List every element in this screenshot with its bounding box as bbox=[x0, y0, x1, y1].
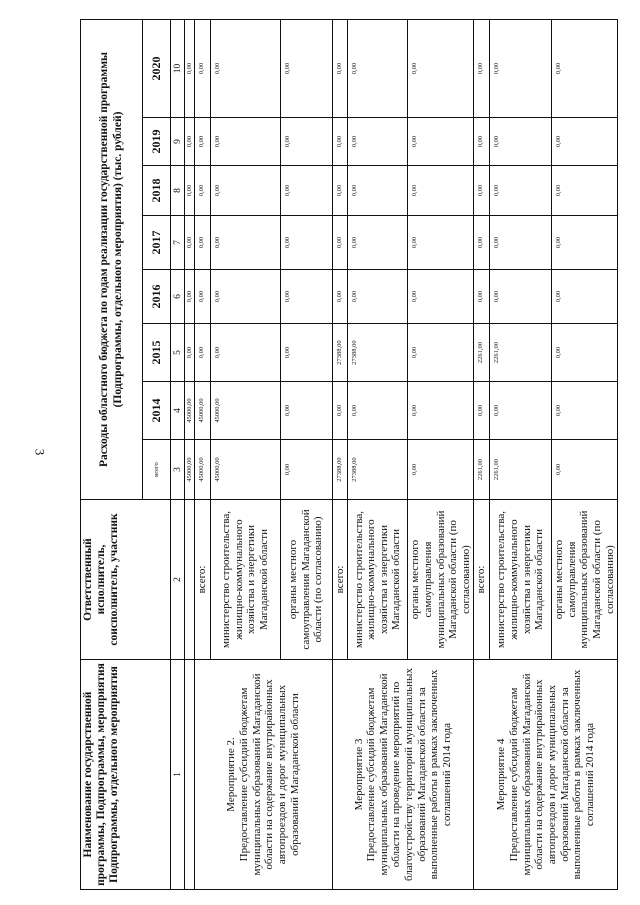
executor-cell: органы местного самоуправления муниципальных образований Магаданской области (по согласованию) bbox=[552, 500, 618, 660]
value-cell: 2261,00 bbox=[474, 440, 490, 500]
value-cell: 0,00 bbox=[185, 216, 195, 270]
header-year: 2018 bbox=[143, 166, 171, 216]
header-year: 2016 bbox=[143, 270, 171, 324]
value-cell: 0,00 bbox=[185, 118, 195, 166]
value-cell: 0,00 bbox=[552, 20, 618, 118]
value-cell: 0,00 bbox=[185, 20, 195, 118]
value-cell: 0,00 bbox=[408, 20, 474, 118]
table-row bbox=[474, 20, 490, 890]
value-cell: 0,00 bbox=[490, 216, 552, 270]
value-cell: 0,00 bbox=[210, 118, 280, 166]
header-year: 2015 bbox=[143, 324, 171, 382]
value-cell: 0,00 bbox=[280, 20, 332, 118]
value-cell: 45000,00 bbox=[195, 440, 211, 500]
column-index: 10 bbox=[171, 20, 185, 118]
value-cell: 2261,00 bbox=[490, 324, 552, 382]
value-cell: 0,00 bbox=[348, 20, 408, 118]
value-cell: 45000,00 bbox=[185, 382, 195, 440]
value-cell: 0,00 bbox=[490, 118, 552, 166]
value-cell: 0,00 bbox=[490, 270, 552, 324]
column-index: 4 bbox=[171, 382, 185, 440]
value-cell: 0,00 bbox=[348, 382, 408, 440]
value-cell: 0,00 bbox=[332, 118, 348, 166]
value-cell: 0,00 bbox=[348, 118, 408, 166]
page-number: 3 bbox=[32, 448, 48, 456]
header-year: 2020 bbox=[143, 20, 171, 118]
value-cell: 0,00 bbox=[185, 324, 195, 382]
column-index: 1 bbox=[171, 660, 185, 890]
value-cell: 0,00 bbox=[474, 118, 490, 166]
header-year: 2019 bbox=[143, 118, 171, 166]
value-cell: 45000,00 bbox=[210, 382, 280, 440]
header-year: 2017 bbox=[143, 216, 171, 270]
value-cell: 27388,00 bbox=[332, 324, 348, 382]
value-cell: 0,00 bbox=[195, 20, 211, 118]
value-cell: 0,00 bbox=[280, 324, 332, 382]
value-cell: 0,00 bbox=[195, 216, 211, 270]
value-cell: 0,00 bbox=[185, 270, 195, 324]
value-cell: 0,00 bbox=[408, 440, 474, 500]
measure-title: Мероприятие 2. bbox=[225, 737, 238, 812]
executor-cell: органы местного самоуправления Магаданской области (по согласованию) bbox=[280, 500, 332, 660]
value-cell: 0,00 bbox=[280, 270, 332, 324]
value-cell: 0,00 bbox=[474, 382, 490, 440]
value-cell: 27388,00 bbox=[348, 324, 408, 382]
value-cell: 0,00 bbox=[408, 270, 474, 324]
value-cell: 0,00 bbox=[552, 324, 618, 382]
value-cell: 0,00 bbox=[490, 20, 552, 118]
column-index: 7 bbox=[171, 216, 185, 270]
executor-cell: министерство строительства, жилищно-коммунального хозяйства и энергетики Магаданской области bbox=[210, 500, 280, 660]
value-cell: 45000,00 bbox=[195, 382, 211, 440]
table-row bbox=[185, 20, 195, 890]
value-cell: 0,00 bbox=[210, 20, 280, 118]
budget-table bbox=[80, 19, 618, 890]
value-cell: 0,00 bbox=[474, 270, 490, 324]
value-cell: 0,00 bbox=[348, 216, 408, 270]
value-cell: 2261,00 bbox=[474, 324, 490, 382]
column-index: 3 bbox=[171, 440, 185, 500]
executor-cell: министерство строительства, жилищно-коммунального хозяйства и энергетики Магаданской области bbox=[490, 500, 552, 660]
header-executor: Ответственный исполнитель, соисполнитель, участник bbox=[81, 500, 171, 660]
value-cell: 0,00 bbox=[552, 270, 618, 324]
value-cell: 2261,00 bbox=[490, 440, 552, 500]
value-cell: 0,00 bbox=[348, 270, 408, 324]
header-name: Наименование государственной программы, Подпрограммы, мероприятия Подпрограммы, отдельного мероприятия bbox=[81, 660, 171, 890]
value-cell: 0,00 bbox=[408, 382, 474, 440]
value-cell: 0,00 bbox=[408, 118, 474, 166]
value-cell: 0,00 bbox=[490, 166, 552, 216]
value-cell: 0,00 bbox=[552, 118, 618, 166]
value-cell: 0,00 bbox=[552, 382, 618, 440]
measure-title: Мероприятие 4 bbox=[495, 738, 508, 811]
value-cell: 0,00 bbox=[332, 216, 348, 270]
value-cell: 0,00 bbox=[280, 440, 332, 500]
table-row bbox=[195, 20, 211, 890]
value-cell: 0,00 bbox=[195, 270, 211, 324]
measure-description: Предоставление субсидий бюджетам муниципальных образований Магаданской области на проведение мероприятий по благоустройству территорий муниципальных образований Магаданской области за выполненные работы в рамках заключенных соглашений 2014 года bbox=[365, 668, 453, 881]
value-cell: 0,00 bbox=[280, 166, 332, 216]
executor-cell: министерство строительства, жилищно-коммунального хозяйства и энергетики Магаданской области bbox=[348, 500, 408, 660]
measure-name-cell bbox=[195, 660, 333, 890]
header-expenses: Расходы областного бюджета по годам реализации государственной программы (Подпрограммы, отдельного мероприятия) (тыс. рублей) bbox=[81, 20, 143, 500]
value-cell: 0,00 bbox=[210, 216, 280, 270]
value-cell: 0,00 bbox=[332, 166, 348, 216]
value-cell: 0,00 bbox=[348, 166, 408, 216]
value-cell: 0,00 bbox=[474, 166, 490, 216]
measure-description: Предоставление субсидий бюджетам муниципальных образований Магаданской области на содержание внутрирайонных автопроездов и дорог муниципальных образований Магаданской области за выполненные работы в рамках заключенных соглашений 2014 года bbox=[507, 669, 596, 880]
executor-cell: органы местного самоуправления муниципальных образований Магаданской области (по согласованию) bbox=[408, 500, 474, 660]
measure-title: Мероприятие 3 bbox=[352, 738, 365, 811]
value-cell: 0,00 bbox=[474, 20, 490, 118]
value-cell: 0,00 bbox=[210, 270, 280, 324]
value-cell: 0,00 bbox=[195, 166, 211, 216]
table-row bbox=[332, 20, 348, 890]
value-cell: 0,00 bbox=[280, 382, 332, 440]
value-cell: 27388,00 bbox=[348, 440, 408, 500]
column-index: 2 bbox=[171, 500, 185, 660]
column-index: 6 bbox=[171, 270, 185, 324]
value-cell: 27388,00 bbox=[332, 440, 348, 500]
value-cell: 0,00 bbox=[280, 118, 332, 166]
value-cell: 0,00 bbox=[552, 166, 618, 216]
value-cell: 0,00 bbox=[332, 20, 348, 118]
column-index: 8 bbox=[171, 166, 185, 216]
measure-name-cell bbox=[332, 660, 474, 890]
value-cell: 0,00 bbox=[332, 270, 348, 324]
value-cell: 0,00 bbox=[474, 216, 490, 270]
header-year: 2014 bbox=[143, 382, 171, 440]
value-cell: 0,00 bbox=[280, 216, 332, 270]
executor-cell: всего: bbox=[332, 500, 348, 660]
value-cell: 0,00 bbox=[195, 324, 211, 382]
measure-description: Предоставление субсидий бюджетам муниципальных образований Магаданской области на содержание внутрирайонных автопроездов и дорог муниципальных образований Магаданской области bbox=[238, 673, 301, 876]
value-cell: 0,00 bbox=[185, 166, 195, 216]
value-cell: 0,00 bbox=[332, 382, 348, 440]
value-cell: 0,00 bbox=[210, 166, 280, 216]
executor-cell: всего: bbox=[195, 500, 211, 660]
value-cell: 0,00 bbox=[195, 118, 211, 166]
rotated-page bbox=[80, 20, 620, 890]
value-cell: 0,00 bbox=[490, 382, 552, 440]
column-index: 9 bbox=[171, 118, 185, 166]
value-cell: 0,00 bbox=[408, 166, 474, 216]
column-index: 5 bbox=[171, 324, 185, 382]
value-cell: 0,00 bbox=[210, 324, 280, 382]
header-total: всего bbox=[143, 440, 171, 500]
measure-name-cell bbox=[474, 660, 618, 890]
value-cell: 0,00 bbox=[552, 440, 618, 500]
value-cell: 45000,00 bbox=[185, 440, 195, 500]
executor-cell: всего: bbox=[474, 500, 490, 660]
value-cell: 0,00 bbox=[408, 216, 474, 270]
value-cell: 45000,00 bbox=[210, 440, 280, 500]
value-cell: 0,00 bbox=[552, 216, 618, 270]
value-cell: 0,00 bbox=[408, 324, 474, 382]
